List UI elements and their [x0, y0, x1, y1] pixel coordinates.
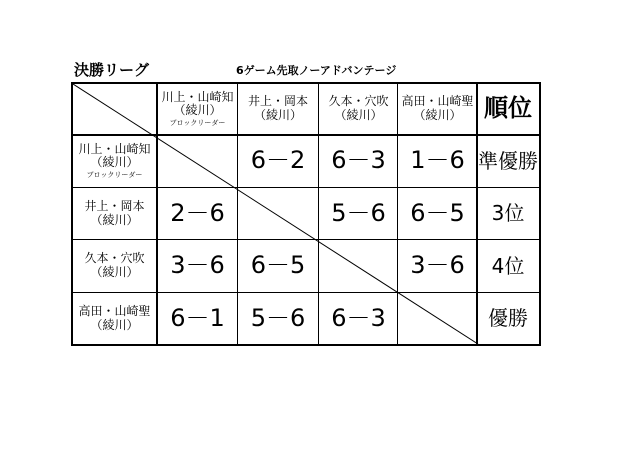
rank-header-label: 順位 — [484, 94, 532, 123]
score-cell — [238, 188, 318, 239]
row-header-team-1 — [73, 135, 156, 187]
rank-cell: 3位 — [491, 201, 525, 225]
score-cell: 6－5 — [410, 198, 465, 227]
row-header-team-4 — [73, 293, 156, 344]
page-title: 決勝リーグ — [74, 61, 150, 79]
team-name: 高田・山崎聖 — [401, 94, 474, 109]
league-table — [71, 82, 541, 346]
rank-cell: 準優勝 — [478, 148, 538, 173]
column-header-team-1 — [157, 84, 238, 134]
team-school: （綾川） — [90, 265, 139, 279]
rank-cell: 優勝 — [488, 306, 528, 330]
team-name: 川上・山崎知 — [161, 89, 234, 104]
team-name: 川上・山崎知 — [78, 141, 151, 156]
score-cell: 1－6 — [410, 146, 465, 175]
score-cell: 6－3 — [331, 146, 386, 175]
rank-cell: 4位 — [491, 253, 525, 278]
score-cell: 3－6 — [170, 251, 225, 280]
team-school: （綾川） — [90, 212, 139, 227]
score-cell: 2－6 — [170, 198, 225, 227]
score-cell: 6－1 — [170, 303, 225, 332]
team-school: （綾川） — [334, 108, 383, 122]
team-note: ブロックリーダー — [86, 171, 143, 180]
row-header-team-2 — [73, 188, 156, 239]
score-cell: 6－2 — [250, 146, 306, 175]
team-school: （綾川） — [90, 317, 139, 332]
team-name: 井上・岡本 — [84, 198, 145, 213]
score-cell: 6－3 — [331, 303, 386, 332]
team-school: （綾川） — [413, 108, 462, 122]
row-header-team-3 — [73, 240, 156, 292]
score-cell: 6－5 — [250, 251, 306, 280]
score-cell: 5－6 — [331, 198, 386, 227]
team-name: 久本・穴吹 — [328, 94, 389, 109]
score-cell — [157, 135, 238, 187]
score-cell — [398, 293, 477, 344]
rule-note: 6ゲーム先取ノーアドバンテージ — [236, 64, 397, 77]
team-note: ブロックリーダー — [169, 119, 226, 128]
score-cell — [319, 240, 398, 292]
column-header-team-2 — [238, 84, 318, 134]
team-school: （綾川） — [173, 103, 222, 118]
team-name: 井上・岡本 — [247, 94, 308, 109]
score-cell: 3－6 — [410, 251, 465, 280]
team-school: （綾川） — [90, 155, 139, 170]
column-header-team-3 — [319, 84, 398, 134]
score-cell: 5－6 — [250, 303, 306, 332]
column-header-team-4 — [398, 84, 477, 134]
team-school: （綾川） — [253, 108, 302, 122]
rank-header — [477, 84, 539, 134]
team-name: 久本・穴吹 — [84, 251, 145, 266]
team-name: 高田・山崎聖 — [78, 303, 151, 318]
